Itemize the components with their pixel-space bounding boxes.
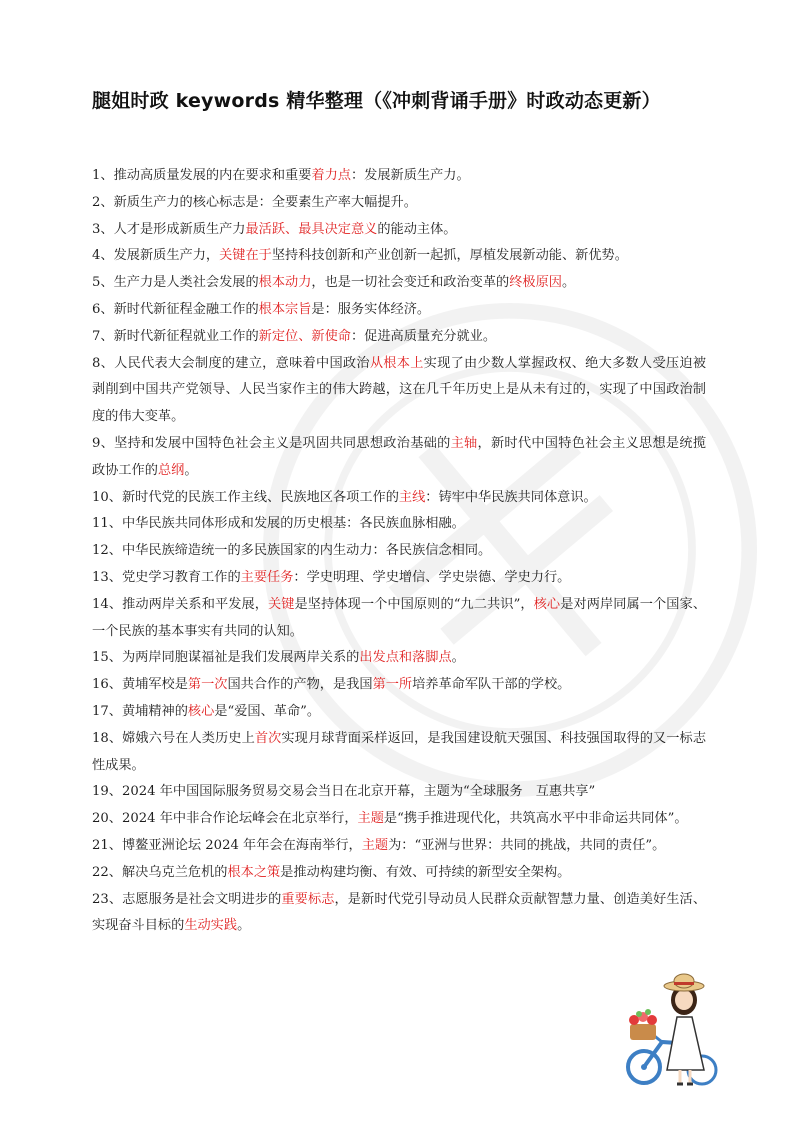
highlight-keyword: 重要标志 — [281, 891, 335, 907]
highlight-keyword: 出发点和落脚点 — [359, 650, 452, 666]
item-text: 是“爱国、革命”。 — [214, 703, 321, 719]
item-text: ：铸牢中华民族共同体意识。 — [425, 489, 597, 505]
item-text: 是坚持体现一个中国原则的“九二共识”， — [294, 596, 534, 612]
highlight-keyword: 根本动力 — [258, 275, 312, 291]
highlight-keyword: 主要任务 — [240, 569, 294, 585]
item-text: 国共合作的产物，是我国 — [227, 677, 373, 693]
highlight-keyword: 根本之策 — [227, 864, 281, 880]
list-item — [92, 860, 706, 887]
item-text: 是推动构建均衡、有效、可持续的新型安全架构。 — [280, 864, 571, 880]
item-text: 3、人才是形成新质生产力 — [92, 221, 246, 237]
item-text: 。 — [561, 275, 576, 291]
highlight-keyword: 第一次 — [187, 677, 228, 693]
item-text: 。 — [237, 918, 251, 934]
girl-with-bicycle-illustration-icon — [622, 962, 722, 1092]
list-item — [92, 833, 706, 860]
list-item — [92, 672, 706, 699]
item-text: ：促进高质量充分就业。 — [350, 328, 497, 344]
highlight-keyword: 主线 — [398, 489, 426, 505]
item-text: 4、发展新质生产力， — [92, 248, 220, 264]
item-text: 6、新时代新征程金融工作的 — [92, 301, 259, 317]
highlight-keyword: 着力点 — [311, 168, 351, 183]
item-text: 的能动主体。 — [377, 221, 457, 237]
item-text: 坚持科技创新和产业创新一起抓，厚植发展新动能、新优势。 — [271, 248, 628, 264]
list-item — [92, 726, 706, 780]
highlight-keyword: 主题 — [361, 837, 389, 853]
item-text: 5、生产力是人类社会发展的 — [92, 275, 259, 291]
item-text: 培养革命军队干部的学校。 — [412, 677, 571, 693]
item-text: 19、2024 年中国国际服务贸易交易会当日在北京开幕，主题为“全球服务 互惠共享” — [92, 784, 596, 800]
list-item — [92, 538, 706, 565]
highlight-keyword: 终极原因 — [509, 275, 562, 291]
highlight-keyword: 总纲 — [157, 462, 185, 478]
highlight-keyword: 第一所 — [372, 677, 413, 693]
item-text: 是“携手推进现代化，共筑高水平中非命运共同体”。 — [383, 811, 688, 827]
item-text: 22、解决乌克兰危机的 — [92, 864, 228, 880]
item-text: 是对两岸同属一个国家、一个民族的基本事实有共同的认知。 — [92, 596, 707, 639]
list-item — [92, 270, 706, 297]
highlight-keyword: 主轴 — [450, 435, 478, 451]
item-text: 实现月球背面采样返回，是我国建设航天强国、科技强国取得的又一标志性成果。 — [92, 730, 707, 773]
highlight-keyword: 关键在于 — [219, 248, 272, 264]
list-item — [92, 565, 706, 592]
item-text: 23、志愿服务是社会文明进步的 — [92, 891, 282, 907]
item-text: 7、新时代新征程就业工作的 — [92, 328, 259, 344]
list-item — [92, 645, 706, 672]
item-text: 16、黄埔军校是 — [92, 677, 188, 693]
highlight-keyword: 核心 — [187, 703, 215, 719]
item-text: 2、新质生产力的核心标志是：全要素生产率大幅提升。 — [92, 194, 417, 210]
item-text: 17、黄埔精神的 — [92, 703, 188, 719]
list-item — [92, 297, 706, 324]
highlight-keyword: 关键 — [268, 596, 295, 612]
list-item — [92, 806, 706, 833]
item-text: 20、2024 年中非合作论坛峰会在北京举行， — [92, 811, 358, 827]
item-text: 是：服务实体经济。 — [311, 301, 431, 317]
highlight-keyword: 核心 — [533, 596, 561, 612]
item-text: 。 — [184, 462, 198, 478]
highlight-keyword: 主题 — [357, 811, 384, 827]
item-text: 11、中华民族共同体形成和发展的历史根基：各民族血脉相融。 — [92, 516, 465, 532]
keyword-list — [92, 163, 706, 940]
item-text: 18、嫦娥六号在人类历史上 — [92, 730, 255, 746]
item-text: 12、中华民族缔造统一的多民族国家的内生动力：各民族信念相同。 — [92, 543, 492, 559]
list-item — [92, 163, 706, 190]
list-item — [92, 592, 706, 646]
highlight-keyword: 新定位、新使命 — [258, 328, 351, 344]
item-text: ，是新时代党引导动员人民群众贡献智慧力量、创造美好生活、实现奋斗目标的 — [92, 891, 707, 934]
item-text: ：发展新质生产力。 — [350, 168, 470, 183]
list-item — [92, 699, 706, 726]
list-item — [92, 324, 706, 351]
item-text: 15、为两岸同胞谋福祉是我们发展两岸关系的 — [92, 650, 360, 666]
item-text: 实现了由少数人掌握政权、绝大多数人受压迫被剥削到中国共产党领导、人民当家作主的伟大跨越，这在几千年历史上是从未有过的，实现了中国政治制度的伟大变革。 — [92, 355, 707, 425]
item-text: 9、坚持和发展中国特色社会主义是巩固共同思想政治基础的 — [92, 435, 451, 451]
item-text: ，新时代中国特色社会主义思想是统揽政协工作的 — [92, 435, 707, 478]
list-item — [92, 779, 706, 806]
highlight-keyword: 根本宗旨 — [258, 301, 312, 317]
item-text: ：学史明理、学史增信、学史崇德、学史力行。 — [293, 569, 571, 585]
item-text: 13、党史学习教育工作的 — [92, 569, 241, 585]
highlight-keyword: 从根本上 — [369, 355, 424, 371]
list-item — [92, 243, 706, 270]
list-item — [92, 351, 706, 431]
list-item — [92, 190, 706, 217]
page-title: 腿姐时政 keywords 精华整理（《冲刺背诵手册》时政动态更新） — [92, 90, 661, 112]
list-item — [92, 217, 706, 244]
highlight-keyword: 首次 — [254, 730, 282, 746]
list-item — [92, 511, 706, 538]
highlight-keyword: 最活跃、最具决定意义 — [245, 221, 378, 237]
list-item — [92, 887, 706, 941]
item-text: 。 — [451, 650, 465, 666]
item-text: 14、推动两岸关系和平发展， — [92, 596, 269, 612]
item-text: 1、推动高质量发展的内在要求和重要 — [92, 168, 312, 183]
list-item — [92, 485, 706, 512]
item-text: 10、新时代党的民族工作主线、民族地区各项工作的 — [92, 489, 399, 505]
highlight-keyword: 生动实践 — [184, 918, 238, 934]
list-item — [92, 431, 706, 485]
item-text: 21、博鳌亚洲论坛 2024 年年会在海南举行， — [92, 837, 362, 853]
item-text: 为：“亚洲与世界：共同的挑战，共同的责任”。 — [388, 837, 666, 853]
item-text: 8、人民代表大会制度的建立，意味着中国政治 — [92, 355, 370, 371]
item-text: ，也是一切社会变迁和政治变革的 — [311, 275, 510, 291]
